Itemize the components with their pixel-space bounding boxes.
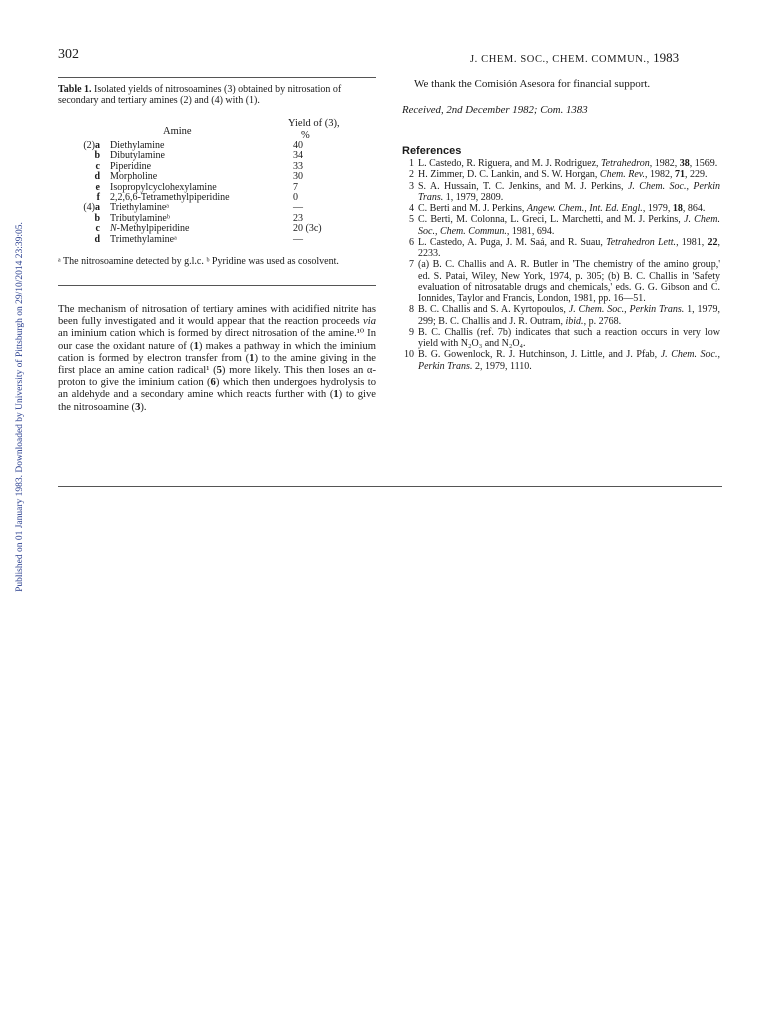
download-watermark[interactable]: Published on 01 January 1983. Downloaded by University of Pittsburgh on 29/10/2014 23:39:05. <box>15 222 25 592</box>
reference-item <box>402 259 720 304</box>
amine-name: Morpholine <box>110 171 158 183</box>
compound-label: f <box>96 192 100 204</box>
yields-table <box>72 141 353 245</box>
yield-value: 40 <box>293 140 303 151</box>
yield-value: 33 <box>293 160 303 172</box>
reference-number: 10 <box>404 349 414 361</box>
yield-value: — <box>293 202 303 214</box>
compound-label: b <box>94 212 100 224</box>
yield-column-unit: % <box>301 130 310 141</box>
reference-text: C. Berti, M. Colonna, L. Greci, L. Marchetti, and M. J. Perkins, J. Chem. Soc., Chem. Commun., 1981, 694. <box>418 214 720 237</box>
acknowledgement: We thank the Comisión Asesora for financial support. <box>414 78 651 90</box>
yield-value: 7 <box>293 181 298 193</box>
received-date: Received, 2nd December 1982; Com. 1383 <box>402 104 588 116</box>
reference-number: 5 <box>409 214 414 226</box>
amine-name: Tributylamineᵇ <box>110 212 170 224</box>
page-number: 302 <box>58 47 79 62</box>
table-caption-text: Isolated yields of nitrosoamines (3) obtained by nitrosation of secondary and tertiary amines (2) and (4) with (1). <box>58 84 342 106</box>
reference-item <box>402 158 720 169</box>
reference-text: S. A. Hussain, T. C. Jenkins, and M. J. Perkins, J. Chem. Soc., Perkin Trans. 1, 1979, 2809. <box>418 180 720 203</box>
yield-value: 0 <box>293 192 298 204</box>
page-end-rule <box>58 486 722 487</box>
reference-number: 1 <box>409 158 414 169</box>
yield-value: 20 (3c) <box>293 223 322 235</box>
reference-item <box>402 181 720 204</box>
amine-name: Piperidine <box>110 160 152 172</box>
amine-name: 2,2,6,6-Tetramethylpiperidine <box>110 192 230 204</box>
reference-item <box>402 203 720 214</box>
amine-name: Trimethylamineᵃ <box>110 233 177 245</box>
journal-year: 1983 <box>653 50 680 65</box>
reference-item <box>402 237 720 260</box>
table-footnote: ᵃ The nitrosoamine detected by g.l.c. ᵇ Pyridine was used as cosolvent. <box>58 256 339 267</box>
reference-text: B. C. Challis (ref. 7b) indicates that such a reaction occurs in very low yield with N₂O₃ and N₂O₄. <box>418 326 720 349</box>
reference-item <box>402 304 720 327</box>
reference-text: C. Berti and M. J. Perkins, Angew. Chem., Int. Ed. Engl., 1979, 18, 864. <box>418 203 706 214</box>
reference-item <box>402 214 720 237</box>
reference-number: 4 <box>409 203 414 214</box>
reference-number: 3 <box>409 180 414 192</box>
reference-number: 7 <box>409 259 414 271</box>
amine-name: Dibutylamine <box>110 150 165 162</box>
table-bottom-rule <box>58 285 376 286</box>
compound-label: d <box>94 233 100 245</box>
table-caption-label: Table 1. <box>58 84 92 95</box>
journal-header <box>470 50 679 66</box>
compound-label: b <box>94 150 100 162</box>
yield-value: 30 <box>293 171 303 183</box>
reference-number: 6 <box>409 236 414 248</box>
reference-number: 2 <box>409 169 414 181</box>
journal-name: J. CHEM. SOC., CHEM. COMMUN., <box>470 54 650 65</box>
reference-text: H. Zimmer, D. C. Lankin, and S. W. Horgan, Chem. Rev., 1982, 71, 229. <box>418 169 708 181</box>
body-paragraph: The mechanism of nitrosation of tertiary amines with acidified nitrite has been fully investigated and it would appear that the reaction proceeds via an iminium cation which is formed by direct nitrosation of the amine.¹⁰ In our case the oxidant nature of (1) makes a pathway in which the iminium cation is formed by electron transfer from (1) to the amine giving in the first place an amine cation radical¹ (5) more likely. This then loses an α-proton to give the iminium cation (6) which then undergoes hydrolysis to an aldehyde and a secondary amine which reacts further with (1) to give the nitrosoamine (3). <box>58 304 376 413</box>
yield-value: 34 <box>293 150 303 162</box>
reference-text: (a) B. C. Challis and A. R. Butler in 'The chemistry of the amino group,' ed. S. Patai, Wiley, New York, 1974, p. 305; (b) B. C. Challis in 'Safety evaluation of nitrosatable drugs and chemicals,' eds. G. G. Gibson and C. Ionnides, Taylor and Francis, London, 1981, pp. 16—51. <box>418 259 720 304</box>
reference-text: L. Castedo, R. Riguera, and M. J. Rodriguez, Tetrahedron, 1982, 38, 1569. <box>418 158 718 169</box>
amine-name: Triethylamineᵃ <box>110 202 170 214</box>
amine-column-header: Amine <box>163 126 192 137</box>
amine-name: Diethylamine <box>110 140 165 151</box>
reference-text: B. G. Gowenlock, R. J. Hutchinson, J. Little, and J. Pfab, J. Chem. Soc., Perkin Trans. 2, 1979, 1110. <box>418 349 720 372</box>
compound-label: e <box>95 181 100 193</box>
references-heading: References <box>402 145 462 157</box>
reference-number: 9 <box>409 326 414 338</box>
reference-text: L. Castedo, A. Puga, J. M. Saá, and R. Suau, Tetrahedron Lett., 1981, 22, 2233. <box>418 236 721 259</box>
compound-label: (2)a <box>83 140 100 151</box>
reference-item <box>402 349 720 372</box>
reference-item <box>402 327 720 350</box>
references-list <box>402 158 720 372</box>
compound-label: c <box>95 223 100 235</box>
reference-item <box>402 169 720 180</box>
table-caption <box>58 84 376 106</box>
compound-label: c <box>95 160 100 172</box>
amine-name: Isopropylcyclohexylamine <box>110 181 217 193</box>
compound-label: (4)a <box>83 202 100 214</box>
compound-label: d <box>94 171 100 183</box>
table-row <box>72 235 353 245</box>
yield-column-header: Yield of (3), <box>288 118 340 129</box>
reference-number: 8 <box>409 304 414 316</box>
yield-value: 23 <box>293 212 303 224</box>
yield-value: — <box>293 233 303 245</box>
reference-text: B. C. Challis and S. A. Kyrtopoulos, J. Chem. Soc., Perkin Trans. 1, 1979, 299; B. C. Challis and J. R. Outram, ibid., p. 2768. <box>418 304 721 327</box>
amine-name: N-Methylpiperidine <box>110 223 190 235</box>
table-top-rule <box>58 77 376 78</box>
